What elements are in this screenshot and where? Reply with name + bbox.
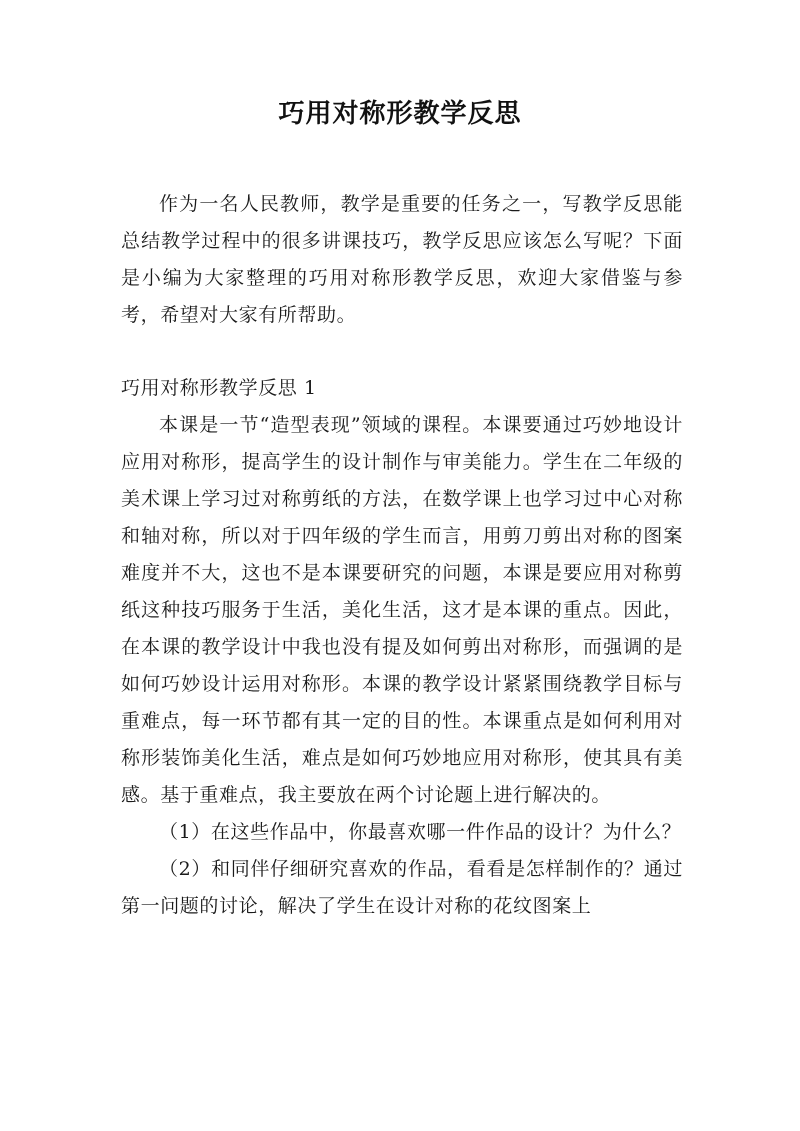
- section-1-paragraph: 本课是一节“造型表现”领域的课程。本课要通过巧妙地设计应用对称形，提高学生的设计制作与审美能力。学生在二年级的美术课上学习过对称剪纸的方法，在数学课上也学习过中心对称和轴对称，所以对于四年级的学生而言，用剪刀剪出对称的图案难度并不大，这也不是本课要研究的问题，本课是要应用对称剪纸这种技巧服务于生活，美化生活，这才是本课的重点。因此，在本课的教学设计中我也没有提及如何剪出对称形，而强调的是如何巧妙设计运用对称形。本课的教学设计紧紧围绕教学目标与重难点，每一环节都有其一定的目的性。本课重点是如何利用对称形装饰美化生活，难点是如何巧妙地应用对称形，使其具有美感。基于重难点，我主要放在两个讨论题上进行解决的。: [121, 414, 683, 806]
- section-heading-1: 巧用对称形教学反思 1: [121, 377, 317, 399]
- document-body: [121, 186, 683, 925]
- document-title: 巧用对称形教学反思: [278, 99, 522, 129]
- intro-paragraph: 作为一名人民教师，教学是重要的任务之一，写教学反思能总结教学过程中的很多讲课技巧，教学反思应该怎么写呢？下面是小编为大家整理的巧用对称形教学反思，欢迎大家借鉴与参考，希望对大家有所帮助。: [121, 193, 683, 326]
- question-2: （2）和同伴仔细研究喜欢的作品，看看是怎样制作的？通过第一问题的讨论，解决了学生在设计对称的花纹图案上: [121, 858, 683, 917]
- question-1: （1）在这些作品中，你最喜欢哪一件作品的设计？为什么？: [159, 821, 682, 843]
